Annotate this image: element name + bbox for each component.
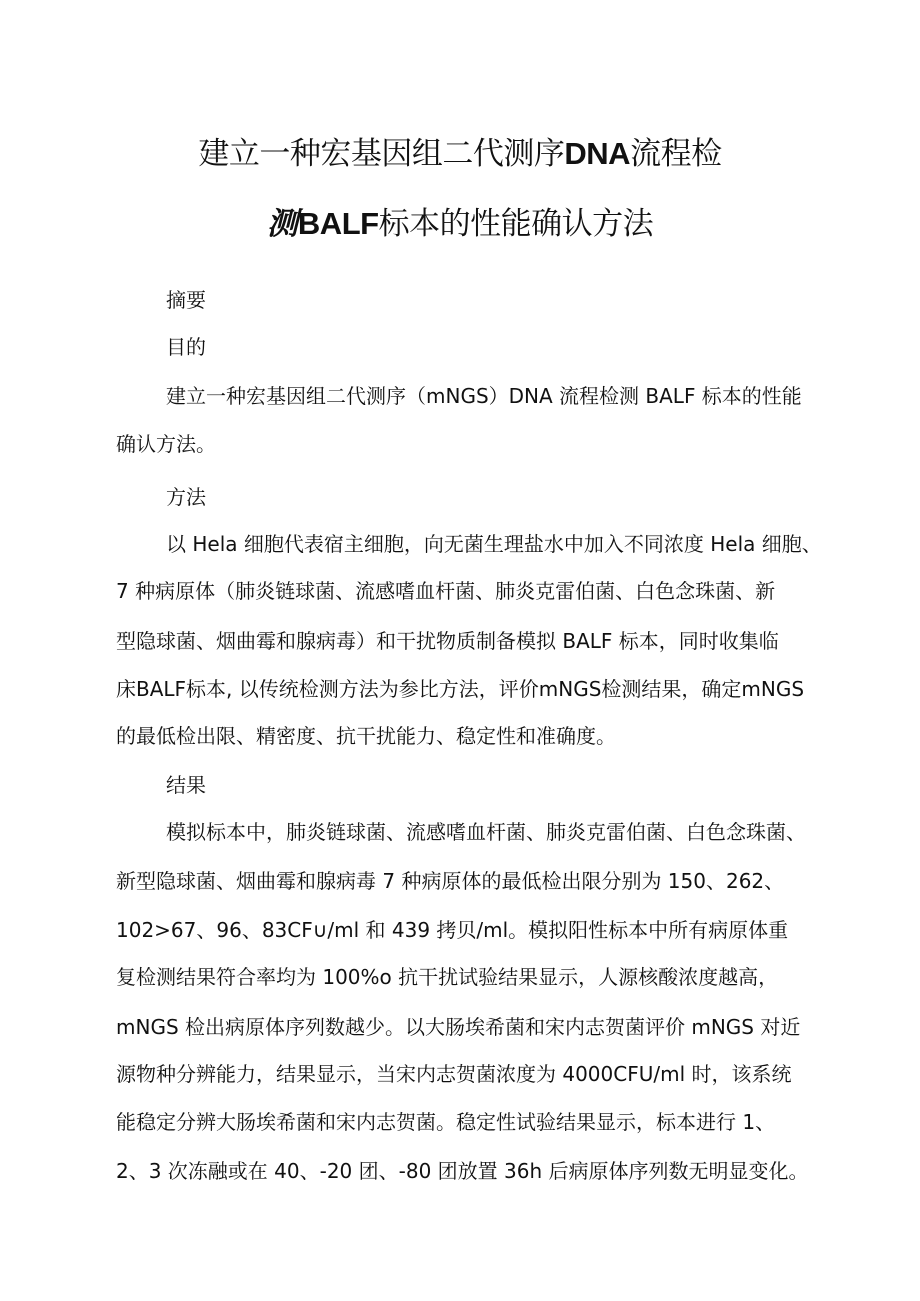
title-text-dna: DNA [564, 136, 631, 171]
methods-line: 床BALF标本, 以传统检测方法为参比方法，评价mNGS检测结果，确定mNGS [116, 677, 805, 701]
title-text: 建立一种宏基因组二代测序 [198, 136, 565, 172]
results-line: 102>67、96、83CF∪/ml 和 439 拷贝/ml。模拟阳性标本中所有病原体重 [116, 918, 789, 942]
results-line: 2、3 次冻融或在 40、-20 团、-80 团放置 36h 后病原体序列数无明显变化。 [116, 1159, 809, 1183]
methods-line: 7 种病原体（肺炎链球菌、流感嗜血杆菌、肺炎克雷伯菌、白色念珠菌、新 [116, 579, 776, 603]
results-line: mNGS 检出病原体序列数越少。以大肠埃希菌和宋内志贺菌评价 mNGS 对近 [116, 1015, 801, 1039]
methods-line: 型隐球菌、烟曲霉和腺病毒）和干扰物质制备模拟 BALF 标本，同时收集临 [116, 629, 779, 653]
results-line: 源物种分辨能力，结果显示，当宋内志贺菌浓度为 4000CFU/ml 时，该系统 [116, 1062, 792, 1086]
methods-line: 的最低检出限、精密度、抗干扰能力、稳定性和准确度。 [116, 724, 616, 748]
objective-line: 确认方法。 [116, 432, 216, 456]
title-text-tail-2: 标本的性能确认方法 [378, 206, 654, 242]
methods-line: 以 Hela 细胞代表宿主细胞，向无菌生理盐水中加入不同浓度 Hela 细胞、 [166, 532, 822, 556]
section-heading-abstract: 摘要 [166, 288, 206, 312]
title-text-head: 测 [266, 206, 298, 242]
section-heading-methods: 方法 [166, 485, 206, 509]
section-heading-objective: 目的 [166, 335, 206, 359]
title-text-tail: 流程检 [630, 136, 722, 172]
results-line: 能稳定分辨大肠埃希菌和宋内志贺菌。稳定性试验结果显示，标本进行 1、 [116, 1110, 776, 1134]
results-line: 模拟标本中，肺炎链球菌、流感嗜血杆菌、肺炎克雷伯菌、白色念珠菌、 [166, 820, 806, 844]
title-text-balf: BALF [297, 206, 379, 241]
section-heading-results: 结果 [166, 773, 206, 797]
document-title-line-2 [0, 198, 920, 243]
results-line: 新型隐球菌、烟曲霉和腺病毒 7 种病原体的最低检出限分别为 150、262、 [116, 869, 785, 893]
objective-line: 建立一种宏基因组二代测序（mNGS）DNA 流程检测 BALF 标本的性能 [166, 384, 802, 408]
results-line: 复检测结果符合率均为 100%o 抗干扰试验结果显示，人源核酸浓度越高， [116, 965, 779, 989]
document-title-line-1 [0, 128, 920, 173]
